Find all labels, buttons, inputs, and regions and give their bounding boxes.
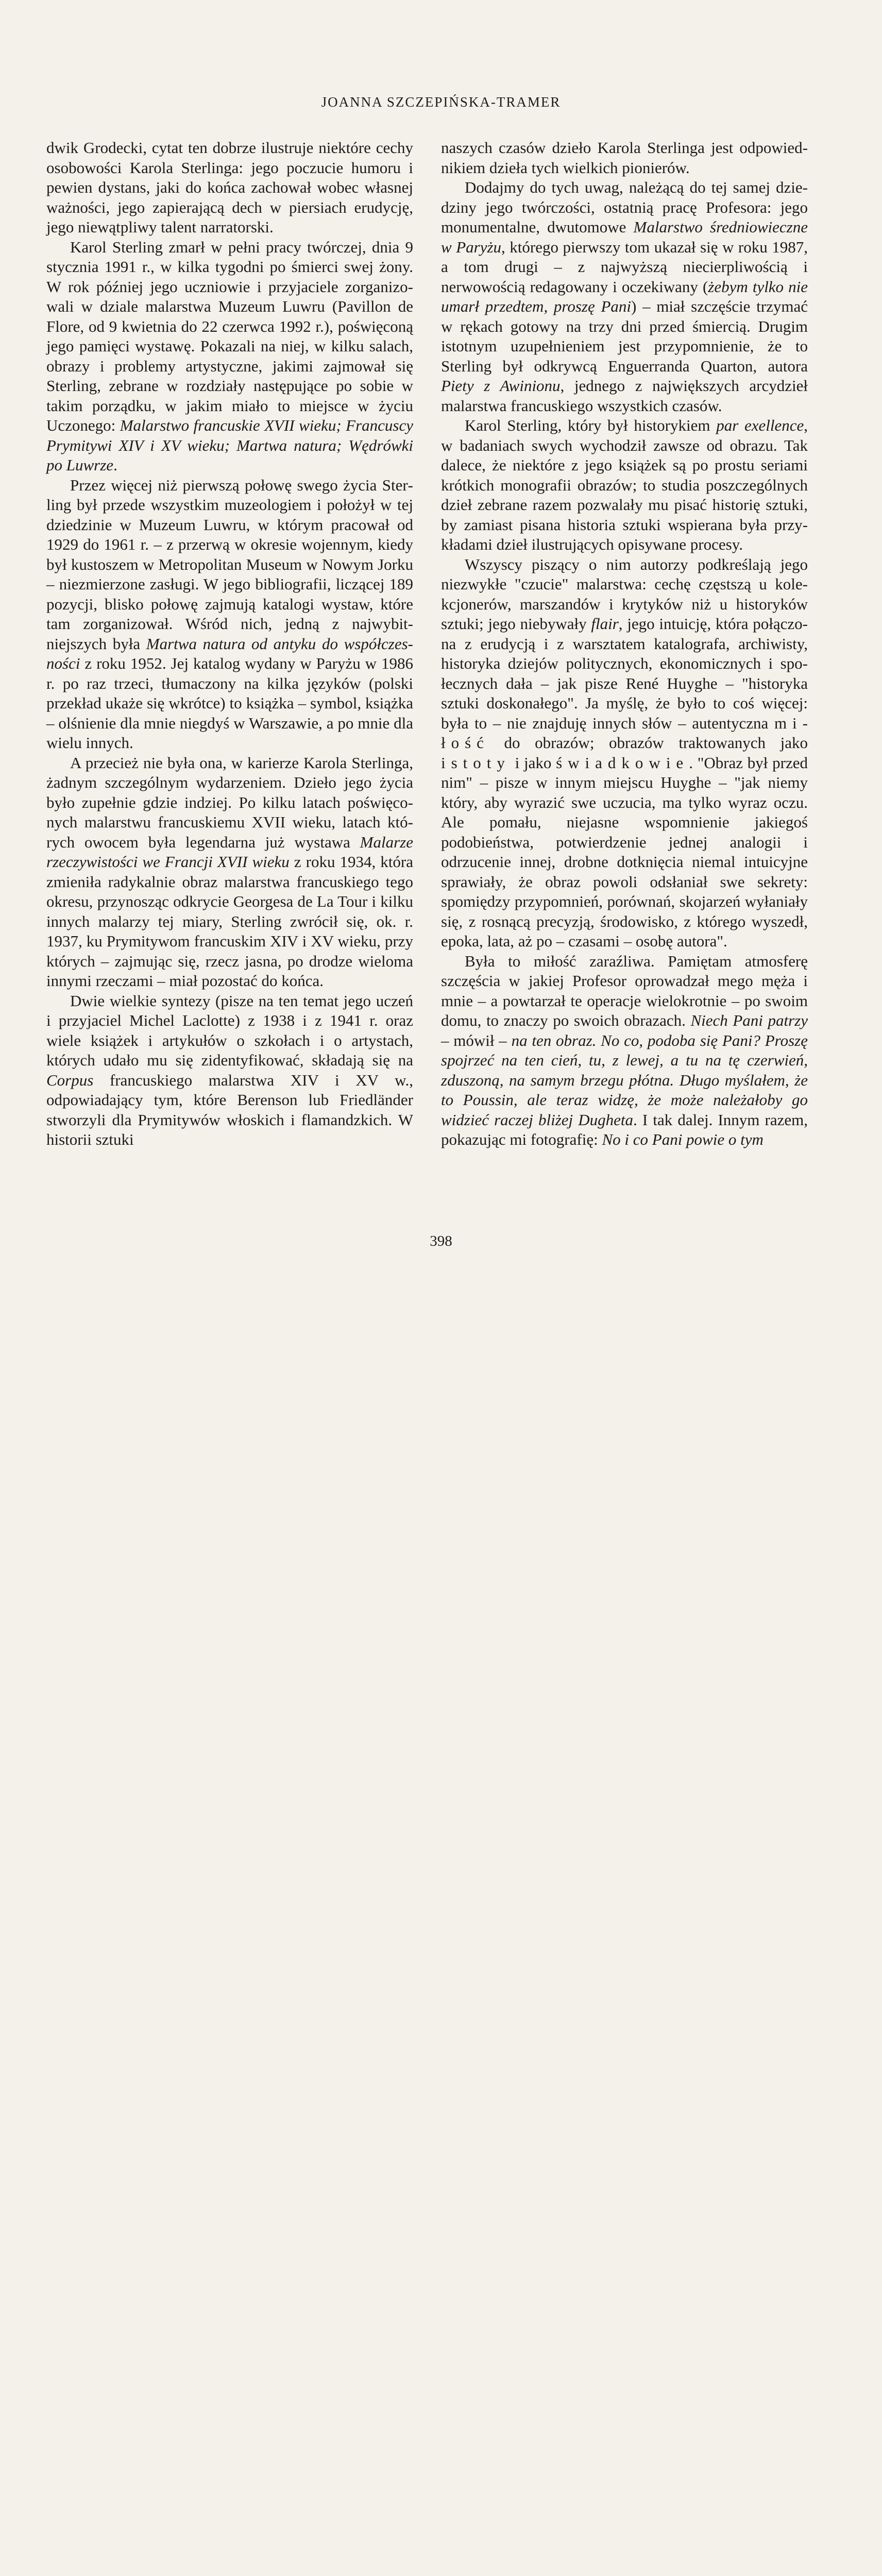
left_column-paragraph: Dwie wielkie syntezy (pisze na ten temat jego uczeń i przyjaciel Michel Laclotte) z 1938 i z 1941 r. oraz wiele książek i artykułów o szkołach i o artystach, których udało mu się zidentyfikować, składają się na Corpus francuskiego malarstwa XIV i XV w., odpowiadający tym, które Berenson lub Friedländer stworzyli dla Prymitywów włoskich i flamandzkich. W historii sztuki [46,991,413,1148]
right_column-paragraph: Karol Sterling, który był historykiem par exellence, w badaniach swych wychodził zawsze od obrazu. Tak dalece, że niektóre z jego książek są po prostu seriami krótkich monografii obrazów; to studia poszczególnych dzieł zebrane razem pozwalały mu pisać historię sztuki, by zamiast pisana historia sztuki wspierana była przykładami dzieł ilustrujących opisywane procesy. [441,416,808,553]
left_column-paragraph: Przez więcej niż pierwszą połowę swego życia Sterling był przede wszystkim muzeologiem i położył w tej dziedzinie w Muzeum Luwru, w którym pracował od 1929 do 1961 r. – z przerwą w okresie wojennym, kiedy był kustoszem w Metropolitan Museum w Nowym Jorku – niezmierzone zasługi. W jego bibliografii, liczącej 189 pozycji, blisko połowę zajmują katalogi wystaw, które tam zorganizował. Wśród nich, jedną z najwybitniejszych była Martwa natura od antyku do współczesności z roku 1952. Jej katalog wydany w Paryżu w 1986 r. po raz trzeci, tłumaczony na kilka języków (polski przekład ukaże się wkrótce) to książka – symbol, książka – olśnienie dla mnie niegdyś w Warszawie, a po mnie dla wielu innych. [46,476,413,752]
right_column-paragraph: Wszyscy piszący o nim autorzy podkreślają jego niezwykłe "czucie" malarstwa: cechę częstszą u kolekcjonerów, marszandów i krytyków niż u historyków sztuki; jego niebywały flair, jego intuicję, która połączona z erudycją i z warsztatem katalografa, archiwisty, historyka dziejów politycznych, ekonomicznych i społecznych dała – jak pisze René Huyghe – "historyka sztuki doskonałego". Ja myślę, że było to coś więcej: była to – nie znajduję innych słów – autentyczna miłość do obrazów; obrazów traktowanych jako istoty i jako świadkowie. "Obraz był przed nim" – pisze w innym miejscu Huyghe – "jak niemy który, aby wyrazić swe uczucia, ma tylko wyraz oczu. Ale pomału, niejasne wspomnienie jakiegoś podobieństwa, potwierdzenie jednej analogii i odrzucenie innej, drobne dotknięcia niemal intuicyjne sprawiały, że obraz powoli odsłaniał swe sekrety: spomiędzy przypomnień, porównań, skojarzeń wyłaniały się, z rosnącą precyzją, środowisko, z którego wyszedł, epoka, lata, aż po – czasami – osobę autora". [441,555,808,950]
left_column-paragraph: A przecież nie była ona, w karierze Karola Sterlinga, żadnym szczególnym wydarzeniem. Dzieło jego życia było zupełnie gdzie indziej. Po kilku latach poświęconych malarstwu francuskiemu XVII wieku, latach których owocem była legendarna już wystawa Malarze rzeczywistości we Francji XVII wieku z roku 1934, która zmieniła radykalnie obraz malarstwa francuskiego tego okresu, przynosząc odkrycie Georgesa de La Tour i kilku innych malarzy tej miary, Sterling zwrócił się, ok. r. 1937, ku Prymitywom francuskim XIV i XV wieku, przy których – zajmując się, rzecz jasna, po drodze wieloma innymi rzeczami – miał pozostać do końca. [46,753,413,990]
left_column-paragraph: dwik Grodecki, cytat ten dobrze ilustruje niektóre cechy osobowości Karola Sterlinga: jego poczucie humoru i pewien dystans, jaki do końca zachował wobec własnej ważności, jego zapierającą dech w piersiach erudycję, jego niewątpliwy talent narratorski. [46,139,413,236]
right-text-column [441,138,808,1150]
left-text-column [46,138,413,1150]
page-number: 398 [430,1233,452,1249]
right_column-paragraph: Była to miłość zaraźliwa. Pamiętam atmosferę szczęścia w jakiej Profesor oprowadzał mego męża i mnie – a powtarzał te operacje wielokrotnie – po swoim domu, to znaczy po swoich obrazach. Niech Pani patrzy – mówił – na ten obraz. No co, podoba się Pani? Proszę spojrzeć na ten cień, tu, z lewej, a tu na tę czerwień, zduszoną, na samym brzegu płótna. Długo myślałem, że to Poussin, ale teraz widzę, że może należałoby go widzieć raczej bliżej Dugheta. I tak dalej. Innym razem, pokazując mi fotografię: No i co Pani powie o tym [441,952,808,1148]
left_column-paragraph: Karol Sterling zmarł w pełni pracy twórczej, dnia 9 stycznia 1991 r., w kilka tygodni po śmierci swej żony. W rok później jego uczniowie i przyjaciele zorganizowali w dziale malarstwa Muzeum Luwru (Pavillon de Flore, od 9 kwietnia do 22 czerwca 1992 r.), poświęconą jego pamięci wystawę. Pokazali na niej, w kilku salach, obrazy i problemy artystyczne, jakimi zajmował się Sterling, zebrane w rozdziały następujące po sobie w takim porządku, w jakim miało to miejsce w życiu Uczonego: Malarstwo francuskie XVII wieku; Francuscy Prymitywi XIV i XV wieku; Martwa natura; Wędrówki po Luwrze. [46,238,413,474]
running-header: JOANNA SZCZEPIŃSKA-TRAMER [321,94,561,110]
footer [0,1296,882,1394]
right_column-paragraph: Dodajmy do tych uwag, należącą do tej samej dziedziny jego twórczości, ostatnią pracę Profesora: jego monumentalne, dwutomowe Malarstwo średniowieczne w Paryżu, którego pierwszy tom ukazał się w roku 1987, a tom drugi – z najwyższą niecierpliwością i nerwowością redagowany i oczekiwany (żebym tylko nie umarł przedtem, proszę Pani) – miał szczęście trzymać w rękach gotowy na trzy dni przed śmiercią. Drugim istotnym uzupełnieniem jest przypomnienie, że to Sterling był odkrywcą Enguerranda Quarton, autora Piety z Awinionu, jednego z największych arcydzieł malarstwa francuskiego wszystkich czasów. [441,178,808,415]
right_column-paragraph: naszych czasów dzieło Karola Sterlinga jest odpowiednikiem dzieła tych wielkich pionierów. [441,139,808,177]
